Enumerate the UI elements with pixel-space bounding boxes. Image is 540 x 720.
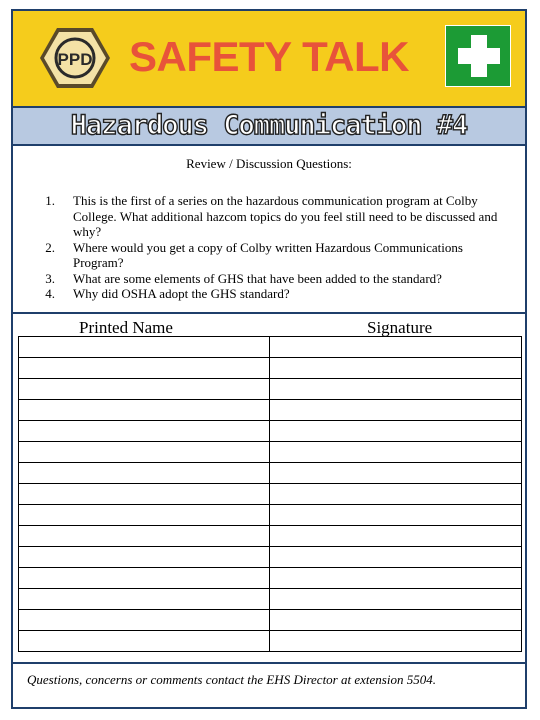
question-item	[35, 286, 510, 302]
safety-talk-sheet	[11, 9, 527, 709]
printed-name-cell[interactable]	[19, 337, 270, 358]
signature-cell[interactable]	[270, 610, 522, 631]
safety-talk-banner	[13, 11, 525, 106]
printed-name-cell[interactable]	[19, 484, 270, 505]
question-number: 3.	[45, 270, 55, 286]
signature-cell[interactable]	[270, 463, 522, 484]
printed-name-cell[interactable]	[19, 400, 270, 421]
printed-name-cell[interactable]	[19, 463, 270, 484]
printed-name-cell[interactable]	[19, 358, 270, 379]
sign-in-row	[19, 379, 522, 400]
section-divider	[13, 312, 525, 314]
sign-in-row	[19, 547, 522, 568]
signature-cell[interactable]	[270, 379, 522, 400]
signature-cell[interactable]	[270, 526, 522, 547]
question-number: 2.	[45, 239, 55, 255]
sign-in-row	[19, 484, 522, 505]
printed-name-cell[interactable]	[19, 610, 270, 631]
signature-cell[interactable]	[270, 442, 522, 463]
printed-name-header: Printed Name	[79, 318, 173, 337]
sign-in-row	[19, 337, 522, 358]
sign-in-table	[18, 336, 522, 652]
printed-name-cell[interactable]	[19, 505, 270, 526]
sign-in-row	[19, 505, 522, 526]
sign-in-row	[19, 526, 522, 547]
ppd-logo-icon	[39, 25, 111, 91]
printed-name-cell[interactable]	[19, 379, 270, 400]
topic-subtitle: Hazardous Communication #4	[70, 110, 468, 141]
first-aid-cross-icon	[445, 25, 511, 87]
sign-in-row	[19, 610, 522, 631]
signature-cell[interactable]	[270, 484, 522, 505]
question-number: 1.	[45, 193, 55, 208]
printed-name-cell[interactable]	[19, 526, 270, 547]
signature-cell[interactable]	[270, 589, 522, 610]
sign-in-row	[19, 589, 522, 610]
printed-name-cell[interactable]	[19, 631, 270, 652]
question-text: Where would you get a copy of Colby written Hazardous Communications Program?	[73, 239, 463, 270]
printed-name-cell[interactable]	[19, 442, 270, 463]
question-number: 4.	[45, 286, 55, 301]
signature-cell[interactable]	[270, 337, 522, 358]
signature-cell[interactable]	[270, 421, 522, 442]
topic-subtitle-band	[13, 106, 525, 146]
question-text: What are some elements of GHS that have been added to the standard?	[73, 270, 442, 286]
sign-in-row	[19, 568, 522, 589]
signature-cell[interactable]	[270, 358, 522, 379]
question-item	[35, 240, 510, 271]
logo-text: PPD	[57, 50, 93, 69]
question-text: This is the first of a series on the hazardous communication program at Colby College. What additional hazcom topics do you feel still need to be discussed and why?	[73, 193, 498, 239]
printed-name-cell[interactable]	[19, 421, 270, 442]
footer-divider	[13, 662, 525, 664]
signature-cell[interactable]	[270, 631, 522, 652]
question-item	[35, 271, 510, 287]
sign-in-row	[19, 463, 522, 484]
signature-cell[interactable]	[270, 568, 522, 589]
sign-in-row	[19, 421, 522, 442]
signature-header: Signature	[367, 318, 433, 337]
sign-in-row	[19, 631, 522, 652]
question-text: Why did OSHA adopt the GHS standard?	[73, 286, 290, 301]
page-title: SAFETY TALK	[129, 33, 409, 80]
sign-in-row	[19, 358, 522, 379]
signature-cell[interactable]	[270, 505, 522, 526]
sign-in-row	[19, 400, 522, 421]
question-list	[35, 193, 510, 302]
question-item	[35, 193, 510, 240]
printed-name-cell[interactable]	[19, 568, 270, 589]
printed-name-cell[interactable]	[19, 547, 270, 568]
printed-name-cell[interactable]	[19, 589, 270, 610]
signature-cell[interactable]	[270, 547, 522, 568]
contact-footer: Questions, concerns or comments contact the EHS Director at extension 5504.	[27, 672, 436, 687]
review-heading: Review / Discussion Questions:	[186, 156, 352, 171]
sign-in-row	[19, 442, 522, 463]
signature-cell[interactable]	[270, 400, 522, 421]
